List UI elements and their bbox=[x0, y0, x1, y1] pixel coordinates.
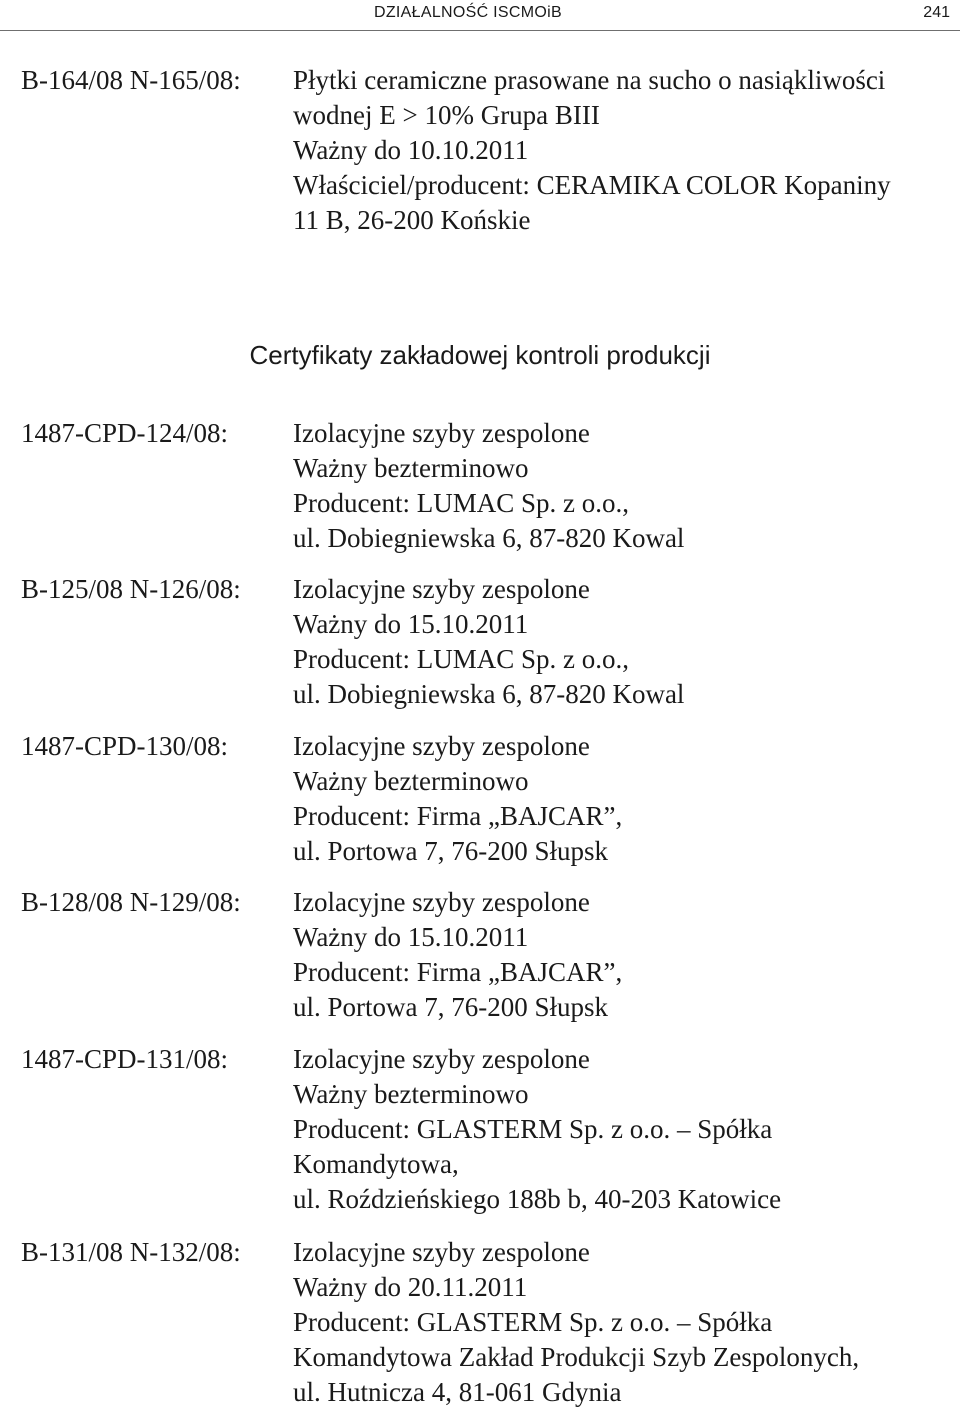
certificate-code: 1487-CPD-130/08: bbox=[21, 731, 229, 761]
certificate-code: 1487-CPD-124/08: bbox=[21, 418, 229, 448]
product-line: wodnej E > 10% Grupa BIII bbox=[293, 100, 600, 130]
certificate-details bbox=[293, 1042, 953, 1217]
certificate-details bbox=[293, 1235, 953, 1410]
address-line: ul. Hutnicza 4, 81-061 Gdynia bbox=[293, 1377, 622, 1407]
producer-line: Producent: Firma „BAJCAR”, bbox=[293, 957, 623, 987]
producer-line: Producent: GLASTERM Sp. z o.o. – Spółka bbox=[293, 1114, 773, 1144]
certificate-code: 1487-CPD-131/08: bbox=[21, 1044, 229, 1074]
validity-line: Ważny bezterminowo bbox=[293, 1079, 529, 1109]
validity-line: Ważny do 10.10.2011 bbox=[293, 135, 529, 165]
producer-line: Komandytowa, bbox=[293, 1149, 459, 1179]
validity-line: Ważny do 15.10.2011 bbox=[293, 609, 529, 639]
validity-line: Ważny bezterminowo bbox=[293, 766, 529, 796]
product-line: Płytki ceramiczne prasowane na sucho o nasiąkliwości bbox=[293, 65, 886, 95]
certificate-details bbox=[293, 885, 953, 1025]
certificate-code: B-164/08 N-165/08: bbox=[21, 65, 241, 95]
certificate-code: B-128/08 N-129/08: bbox=[21, 887, 241, 917]
product-line: Izolacyjne szyby zespolone bbox=[293, 1237, 590, 1267]
producer-line: Producent: Firma „BAJCAR”, bbox=[293, 801, 623, 831]
product-line: Izolacyjne szyby zespolone bbox=[293, 887, 590, 917]
producer-line: Producent: LUMAC Sp. z o.o., bbox=[293, 644, 629, 674]
certificate-details bbox=[293, 572, 953, 712]
validity-line: Ważny do 15.10.2011 bbox=[293, 922, 529, 952]
producer-line: Właściciel/producent: CERAMIKA COLOR Kopaniny bbox=[293, 170, 891, 200]
validity-line: Ważny bezterminowo bbox=[293, 453, 529, 483]
running-title: DZIAŁALNOŚĆ ISCMOiB bbox=[374, 4, 562, 21]
section-heading: Certyfikaty zakładowej kontroli produkcji bbox=[249, 340, 711, 370]
certificate-details bbox=[293, 63, 953, 238]
certificate-code: B-131/08 N-132/08: bbox=[21, 1237, 241, 1267]
producer-line: Producent: LUMAC Sp. z o.o., bbox=[293, 488, 629, 518]
product-line: Izolacyjne szyby zespolone bbox=[293, 418, 590, 448]
address-line: 11 B, 26-200 Końskie bbox=[293, 205, 531, 235]
address-line: ul. Portowa 7, 76-200 Słupsk bbox=[293, 992, 609, 1022]
producer-line: Komandytowa Zakład Produkcji Szyb Zespolonych, bbox=[293, 1342, 860, 1372]
producer-line: Producent: GLASTERM Sp. z o.o. – Spółka bbox=[293, 1307, 773, 1337]
product-line: Izolacyjne szyby zespolone bbox=[293, 731, 590, 761]
validity-line: Ważny do 20.11.2011 bbox=[293, 1272, 528, 1302]
product-line: Izolacyjne szyby zespolone bbox=[293, 1044, 590, 1074]
product-line: Izolacyjne szyby zespolone bbox=[293, 574, 590, 604]
address-line: ul. Dobiegniewska 6, 87-820 Kowal bbox=[293, 679, 685, 709]
running-header bbox=[0, 0, 960, 31]
certificate-code: B-125/08 N-126/08: bbox=[21, 574, 241, 604]
certificate-details bbox=[293, 729, 953, 869]
address-line: ul. Roździeńskiego 188b b, 40-203 Katowice bbox=[293, 1184, 782, 1214]
page-number: 241 bbox=[923, 4, 950, 21]
address-line: ul. Dobiegniewska 6, 87-820 Kowal bbox=[293, 523, 685, 553]
certificate-details bbox=[293, 416, 953, 556]
address-line: ul. Portowa 7, 76-200 Słupsk bbox=[293, 836, 609, 866]
